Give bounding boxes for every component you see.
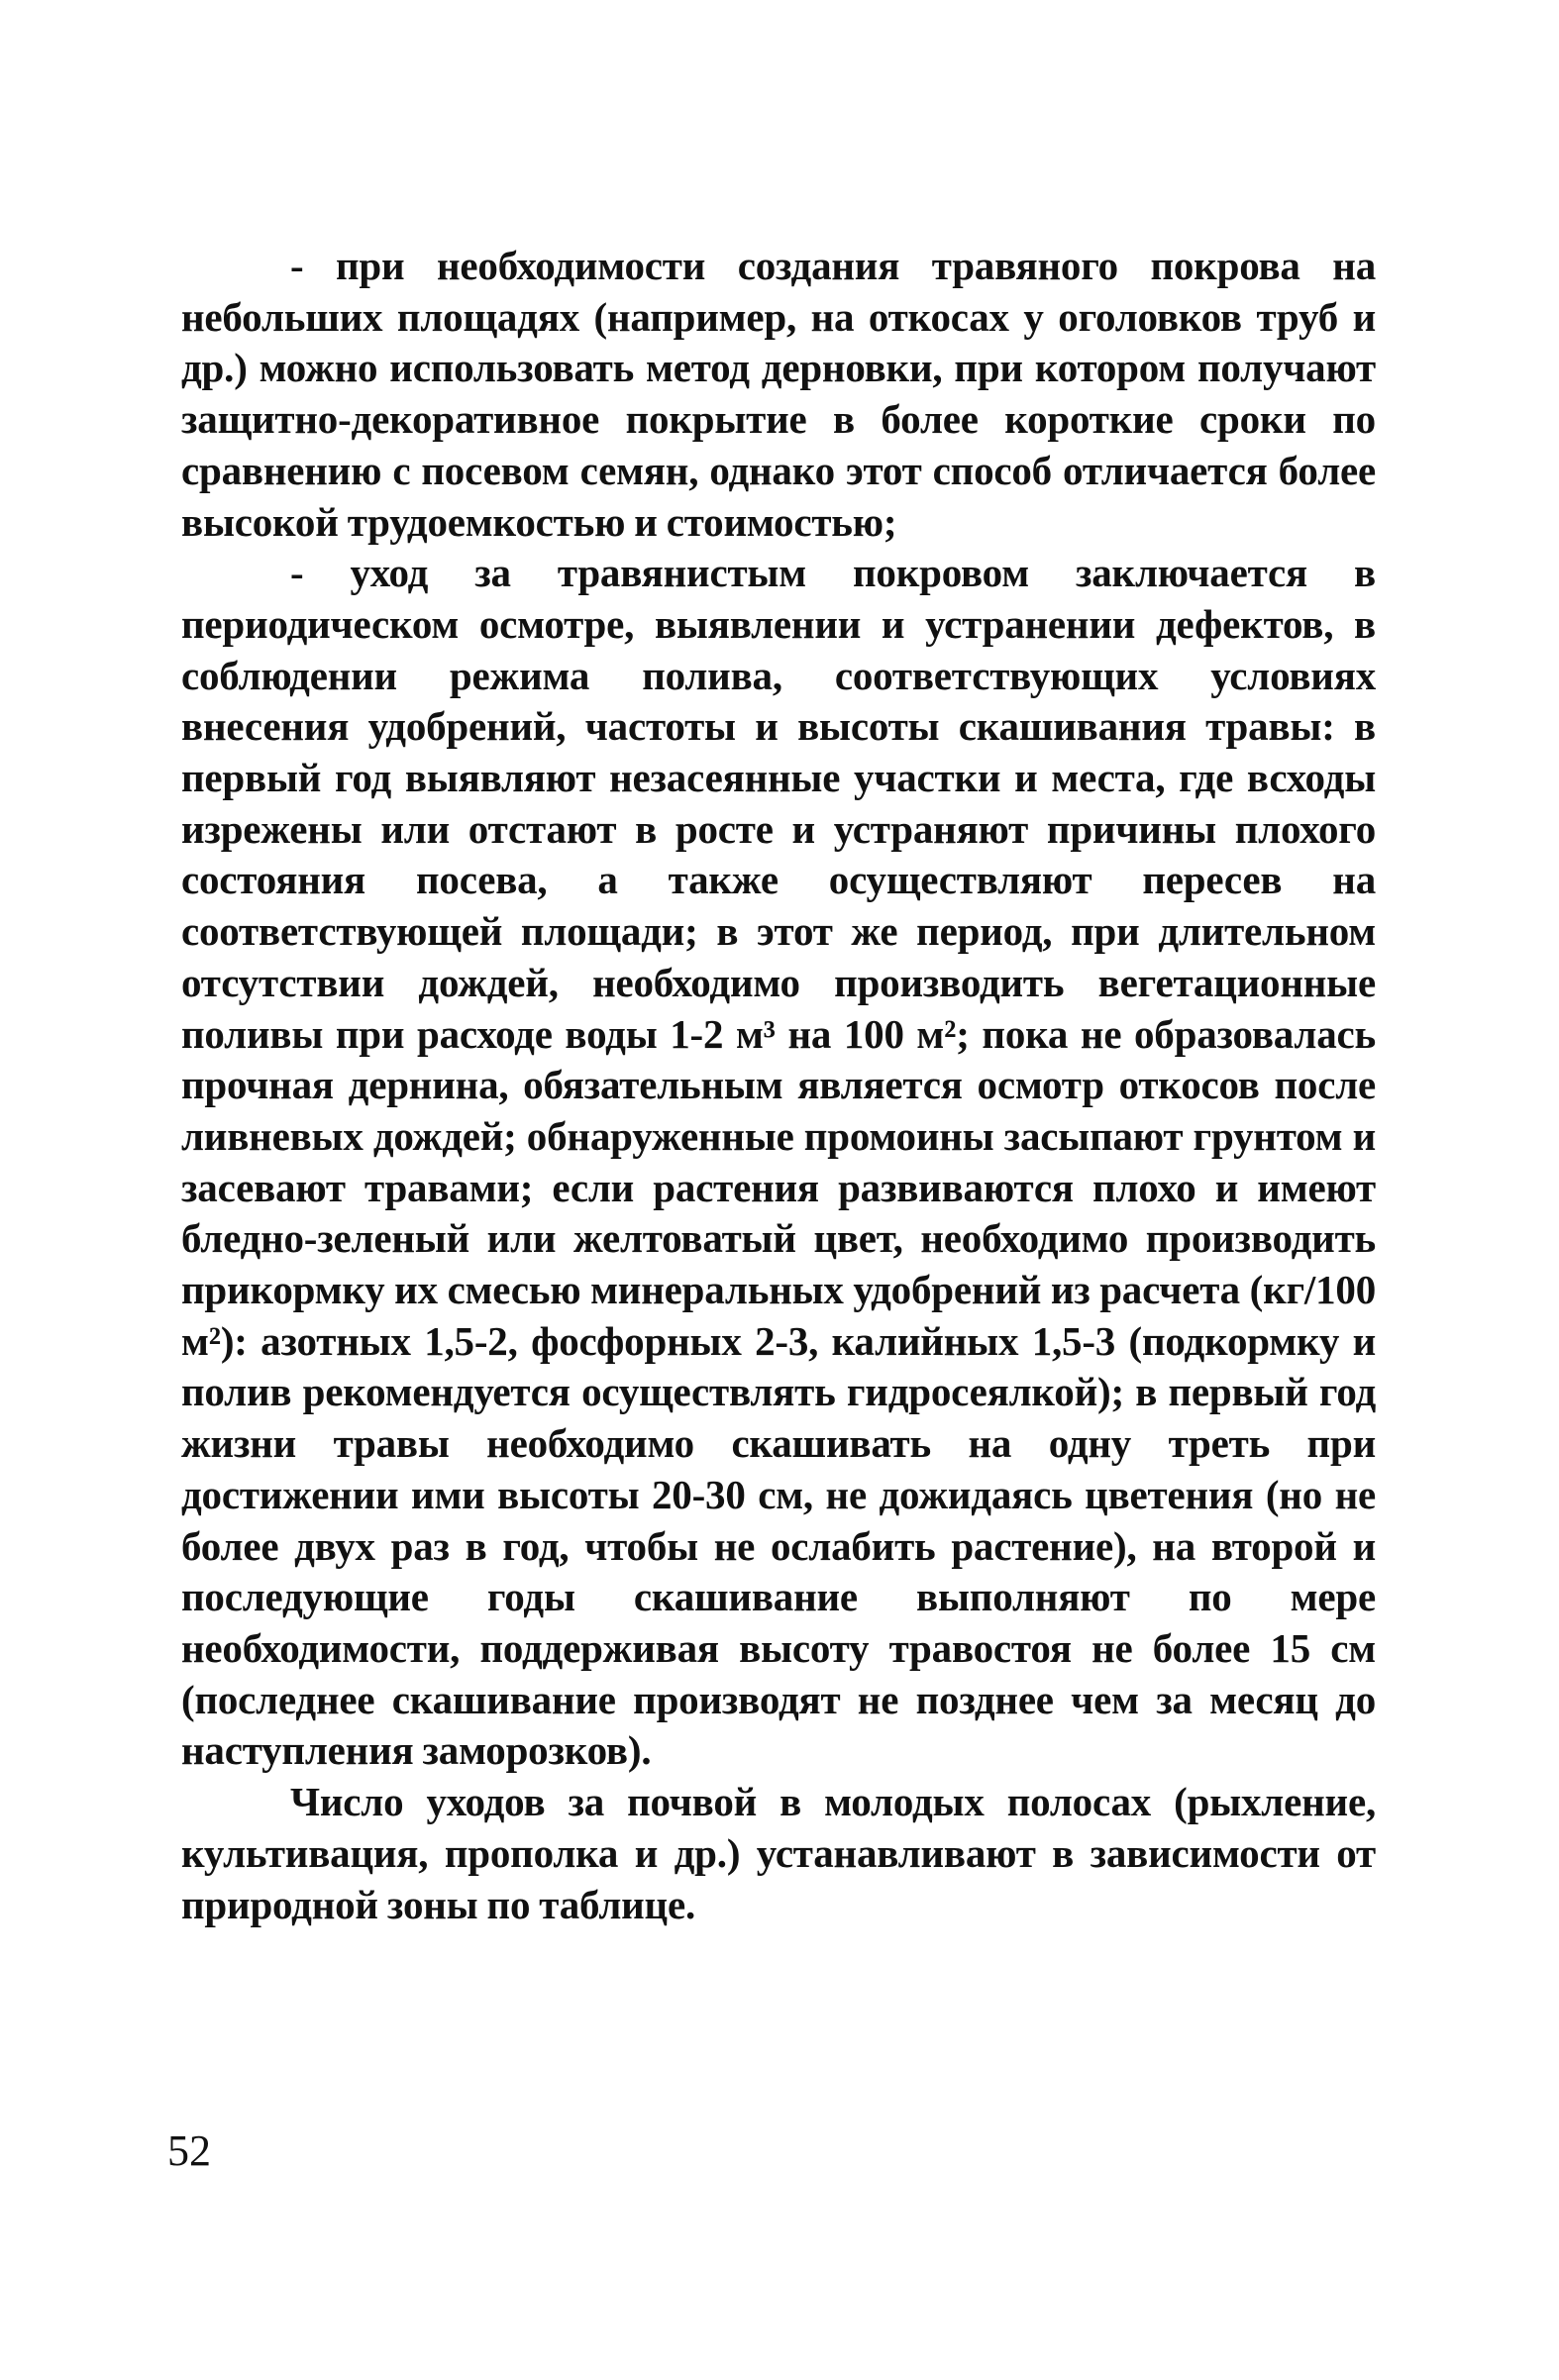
body-text — [181, 241, 1376, 1930]
page-number: 52 — [167, 2126, 211, 2175]
paragraph-sodding: - при необходимости создания травяного покрова на небольших площадях (например, на откосах у оголовков труб и др.) можно использовать метод дерновки, при котором получают защитно-декоративное покрытие в более короткие сроки по сравнению с посевом семян, однако этот способ отличается более высокой трудоемкостью и стоимостью; — [181, 243, 1376, 545]
paragraph-grass-care: - уход за травянистым покровом заключается в периодическом осмотре, выявлении и устранении дефектов, в соблюдении режима полива, соответствующих условиях внесения удобрений, частоты и высоты скашивания травы: в первый год выявляют незасеянные участки и места, где всходы изрежены или отстают в росте и устраняют причины плохого состояния посева, а также осуществляют пересев на соответствующей площади; в этот же период, при длительном отсутствии дождей, необходимо производить вегетационные поливы при расходе воды 1-2 м³ на 100 м²; пока не образовалась прочная дернина, обязательным является осмотр откосов после ливневых дождей; обнаруженные промоины засыпают грунтом и засевают травами; если растения развиваются плохо и имеют бледно-зеленый или желтоватый цвет, необходимо производить прикормку их смесью минеральных удобрений из расчета (кг/100 м²): азотных 1,5-2, фосфорных 2-3, калийных 1,5-3 (подкормку и полив рекомендуется осуществлять гидросеялкой); в первый год жизни травы необходимо скашивать на одну треть при достижении ими высоты 20-30 см, не дожидаясь цветения (но не более двух раз в год, чтобы не ослабить растение), на второй и последующие годы скашивание выполняют по мере необходимости, поддерживая высоту травостоя не более 15 см (последнее скашивание производят не позднее чем за месяц до наступления заморозков). — [181, 550, 1376, 1774]
paragraph-soil-care: Число уходов за почвой в молодых полосах (рыхление, культивация, прополка и др.) устанавливают в зависимости от природной зоны по таблице. — [181, 1779, 1376, 1927]
